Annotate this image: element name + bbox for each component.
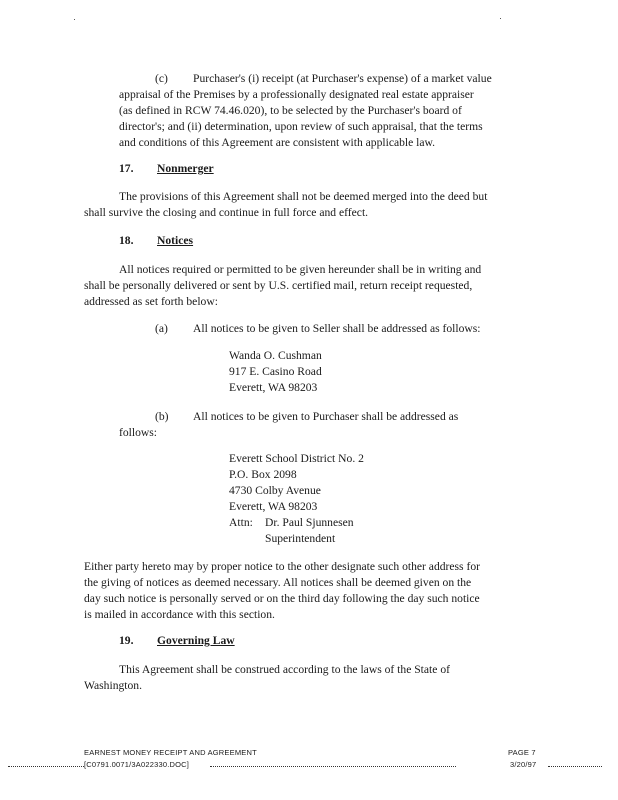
purchaser-address-line-2: P.O. Box 2098	[229, 468, 297, 481]
section-19-line-1: This Agreement shall be construed according to the laws of the State of	[119, 663, 450, 676]
section-18-title: Notices	[157, 234, 194, 247]
notice-a-text: All notices to be given to Seller shall be addressed as follows:	[193, 322, 481, 335]
section-18-heading	[119, 234, 193, 247]
section-18-intro-3: addressed as set forth below:	[84, 295, 218, 308]
attn-label: Attn:	[229, 516, 253, 529]
scan-speck	[74, 19, 75, 20]
notice-b-label: (b)	[155, 410, 169, 423]
footer-middle-rule	[210, 766, 456, 767]
section-17-line-2: shall survive the closing and continue in full force and effect.	[84, 206, 369, 219]
seller-address-line-2: 917 E. Casino Road	[229, 365, 322, 378]
section-19-heading	[119, 634, 235, 647]
section-16c-line-4: director's; and (ii) determination, upon review of such appraisal, that the terms	[119, 120, 483, 133]
footer-doc-title: EARNEST MONEY RECEIPT AND AGREEMENT	[84, 748, 257, 757]
seller-address-line-1: Wanda O. Cushman	[229, 349, 322, 362]
section-16c-line-5: and conditions of this Agreement are consistent with applicable law.	[119, 136, 436, 149]
footer-page-number: PAGE 7	[508, 748, 536, 757]
section-19-number: 19.	[119, 634, 134, 647]
footer-left-rule	[8, 766, 84, 767]
section-18-closing-2: the giving of notices as deemed necessary. All notices shall be deemed given on the	[84, 576, 472, 589]
section-18-intro-2: shall be personally delivered or sent by U.S. certified mail, return receipt requested,	[84, 279, 473, 292]
section-18-closing-1: Either party hereto may by proper notice to the other designate such other address for	[84, 560, 480, 573]
section-16c-label: (c)	[155, 72, 168, 85]
section-17-line-1: The provisions of this Agreement shall not be deemed merged into the deed but	[119, 190, 488, 203]
footer-doc-id: [C0791.0071/3A022330.DOC]	[84, 760, 190, 769]
notice-a-label: (a)	[155, 322, 168, 335]
section-16c-line-2: appraisal of the Premises by a professionally designated real estate appraiser	[119, 88, 474, 101]
section-17-title: Nonmerger	[157, 162, 214, 175]
section-19-line-2: Washington.	[84, 679, 142, 692]
section-16c-line-3: (as defined in RCW 74.46.020), to be selected by the Purchaser's board of	[119, 104, 462, 117]
notice-b-text: All notices to be given to Purchaser shall be addressed as	[193, 410, 459, 423]
seller-address-line-3: Everett, WA 98203	[229, 381, 318, 394]
purchaser-address-line-1: Everett School District No. 2	[229, 452, 364, 465]
purchaser-address-line-4: Everett, WA 98203	[229, 500, 318, 513]
section-18-closing-4: is mailed in accordance with this section.	[84, 608, 275, 621]
section-17-heading	[119, 162, 214, 175]
section-19-title: Governing Law	[157, 634, 235, 647]
scan-speck	[500, 18, 501, 19]
section-16c-line-1: Purchaser's (i) receipt (at Purchaser's expense) of a market value	[193, 72, 492, 85]
purchaser-address-line-3: 4730 Colby Avenue	[229, 484, 321, 497]
section-18-intro-1: All notices required or permitted to be given hereunder shall be in writing and	[119, 263, 482, 276]
footer-right-rule	[548, 766, 602, 767]
footer-date: 3/20/97	[510, 760, 537, 769]
attn-name: Dr. Paul Sjunnesen	[265, 516, 354, 529]
section-18-number: 18.	[119, 234, 134, 247]
section-18-closing-3: day such notice is personally served or on the third day following the day such notice	[84, 592, 480, 605]
notice-b-text-cont: follows:	[119, 426, 158, 439]
section-17-number: 17.	[119, 162, 134, 175]
attn-title: Superintendent	[265, 532, 336, 545]
